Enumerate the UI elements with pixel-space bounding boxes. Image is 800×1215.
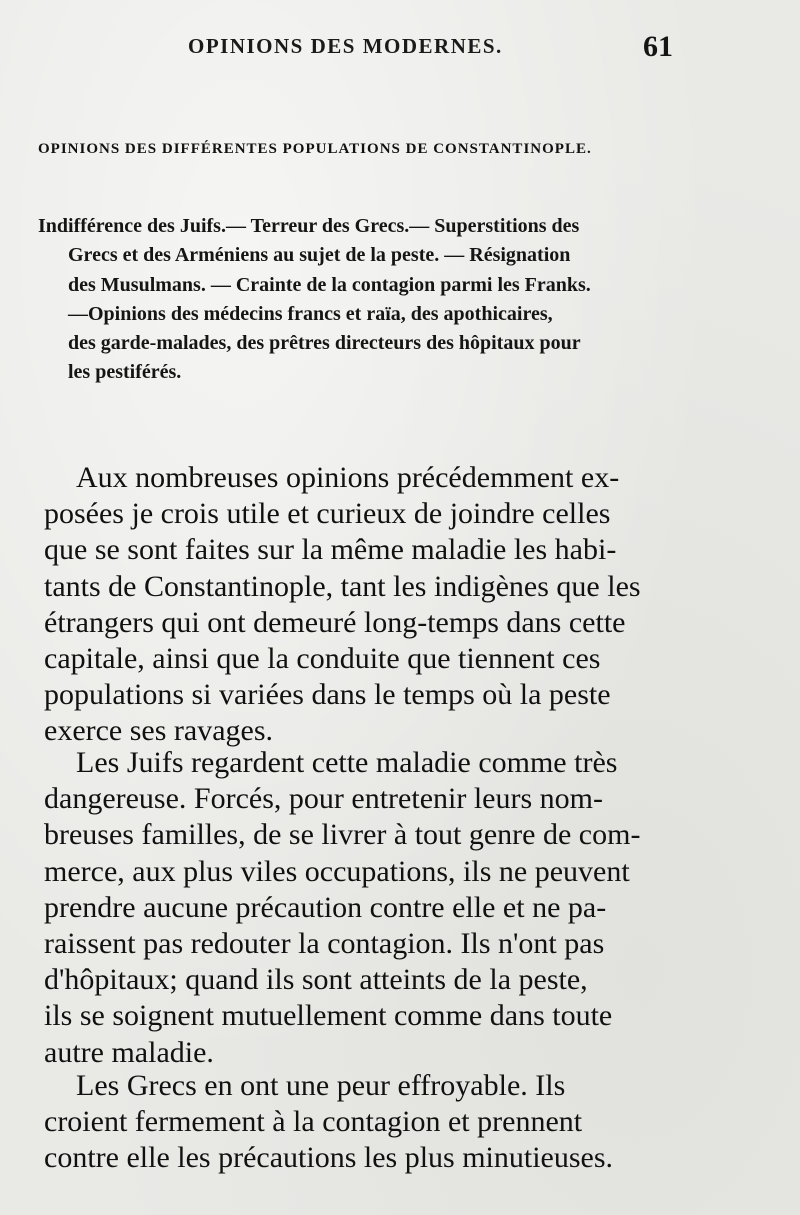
section-heading: OPINIONS DES DIFFÉRENTES POPULATIONS DE CONSTANTINOPLE. <box>38 141 592 157</box>
summary-line: —Opinions des médecins francs et raïa, des apothicaires, <box>68 302 553 325</box>
text-line: populations si variées dans le temps où la peste <box>44 678 611 712</box>
text-line: tants de Constantinople, tant les indigènes que les <box>44 569 641 603</box>
text-line: que se sont faites sur la même maladie les habi- <box>44 533 617 567</box>
text-line: Les Juifs regardent cette maladie comme très <box>76 746 618 779</box>
text-line: contre elle les précautions les plus minutieuses. <box>44 1141 614 1175</box>
text-line: croient fermement à la contagion et prennent <box>44 1105 583 1139</box>
text-line: merce, aux plus viles occupations, ils ne peuvent <box>44 854 630 888</box>
text-line: raissent pas redouter la contagion. Ils n'ont pas <box>44 927 605 961</box>
paragraph <box>44 1068 704 1177</box>
page-number: 61 <box>643 30 673 63</box>
text-line: prendre aucune précaution contre elle et ne pa- <box>44 890 607 924</box>
text-line: ils se soignent mutuellement comme dans toute <box>44 999 613 1033</box>
summary-line: les pestiférés. <box>68 361 182 384</box>
text-line: breuses familles, de se livrer à tout genre de com- <box>44 818 641 852</box>
summary-line: des garde-malades, des prêtres directeurs des hôpitaux pour <box>68 332 581 355</box>
text-line: d'hôpitaux; quand ils sont atteints de la peste, <box>44 963 588 997</box>
chapter-summary <box>38 212 688 388</box>
running-head <box>0 30 800 66</box>
summary-line: Indifférence des Juifs.— Terreur des Grecs.— Superstitions des <box>38 215 580 237</box>
summary-line: Grecs et des Arméniens au sujet de la peste. — Résignation <box>68 244 571 267</box>
text-line: posées je crois utile et curieux de joindre celles <box>44 497 611 531</box>
text-line: dangereuse. Forcés, pour entretenir leurs nom- <box>44 782 603 816</box>
text-line: Aux nombreuses opinions précédemment ex- <box>76 461 620 494</box>
text-line: étrangers qui ont demeuré long-temps dans cette <box>44 605 626 639</box>
text-line: exerce ses ravages. <box>44 714 274 748</box>
paragraph <box>44 460 704 750</box>
paragraph <box>44 745 704 1071</box>
summary-line: des Musulmans. — Crainte de la contagion parmi les Franks. <box>68 273 591 296</box>
running-title: OPINIONS DES MODERNES. <box>188 34 503 58</box>
text-line: capitale, ainsi que la conduite que tiennent ces <box>44 642 601 676</box>
text-line: autre maladie. <box>44 1035 214 1069</box>
text-line: Les Grecs en ont une peur effroyable. Ils <box>76 1069 566 1102</box>
